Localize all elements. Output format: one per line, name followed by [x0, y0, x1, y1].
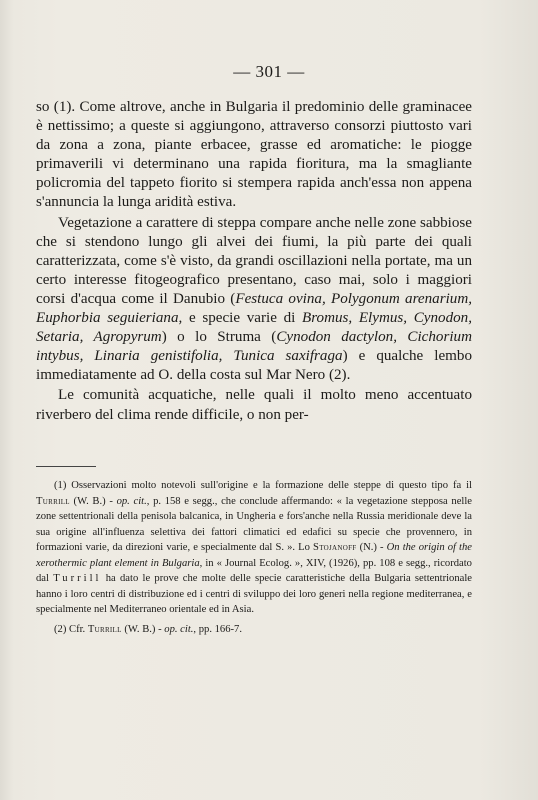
page-number: — 301 —	[233, 62, 305, 81]
paragraph-2	[36, 214, 472, 386]
footnote-1-text-1: (1) Osservazioni molto notevoli sull'origine e la formazione delle steppe di questo tipo fa il	[54, 480, 472, 491]
footnote-2-author: Turrill	[87, 623, 122, 635]
paragraph-3-text: Le comunità acquatiche, nelle quali il molto meno accentuato riverbero del clima rende difficile, o non per-	[36, 387, 472, 423]
species-danube-list: Festuca ovina, Polygonum arenarium, Euphorbia seguieriana,	[36, 290, 472, 327]
paragraph-2-text-2: e specie varie di	[182, 310, 302, 327]
footnote-1-text-5: in « Journal Ecolog. », XIV, (1926), pp. 108 e segg., ricordato dal	[36, 557, 472, 584]
footnote-1	[36, 478, 472, 618]
paragraph-3	[36, 386, 472, 424]
footnotes	[36, 478, 472, 637]
footnote-2-text-1: (2) Cfr.	[54, 623, 88, 635]
footnote-1-text-6: ha dato le prove che molte delle specie caratteristiche della Bulgaria settentrionale hanno i loro centri di distribuzione ed i centri di sviluppo dei loro generi nella regione mediterranea, e specialmente nel Mediterraneo orientale ed in Asia.	[36, 573, 472, 615]
footnote-1-article-title: On the origin of the xerothermic plant element in Bulgaria,	[36, 542, 472, 569]
paragraph-2-text-3: ) o lo Struma (	[161, 329, 277, 346]
footnote-1-text-3: , p. 158 e segg., che conclude affermando: « la vegetazione stepposa nelle zone settentrionali della penisola balcanica, in Ungheria e fors'anche nella Russia meridionale deve la sua origine all'influenza selettiva dei fattori climatici ed edafici su specie che provennero, in formazioni varie, da direzioni varie, e specialmente dal S. ». Lo	[36, 495, 472, 553]
footnote-2-text-2: (W. B.) -	[121, 623, 165, 635]
footnote-1-text-2: (W. B.) -	[69, 495, 117, 507]
species-struma-list: Cynodon dactylon, Cichorium intybus, Linaria genistifolia, Tunica saxifraga	[36, 329, 472, 365]
footnote-separator	[36, 466, 96, 467]
footnote-2-text-3: , pp. 166-7.	[193, 623, 242, 635]
paragraph-1-text: so (1). Come altrove, anche in Bulgaria il predominio delle graminacee è nettissimo; a queste si aggiungono, attraverso consorzi piuttosto vari da zona a zona, piante erbacee, grasse ed aromatiche: le piogge primaverili vi determinano una rapida fioritura, ma la smagliante policromia del tappeto fiorito si stempera rapida anch'essa non appena s'annuncia la lunga aridità estiva.	[36, 99, 472, 211]
paragraph-1	[36, 98, 472, 213]
author-turrill-spaced: Turrill	[53, 573, 102, 584]
paragraph-2-text-4: ) e qualche lembo immediatamente ad O. della costa sul Mar Nero (2).	[36, 348, 472, 384]
author-turrill: Turrill	[36, 495, 70, 507]
footnote-1-text-4: (N.) -	[356, 542, 387, 553]
footnote-2	[36, 622, 472, 638]
paragraph-2-text-1: Vegetazione a carattere di steppa compare anche nelle zone sabbiose che si stendono lungo gli alvei dei fiumi, la più parte dei quali caratterizzata, come s'è visto, da grandi oscillazioni nella portate, ma un certo interesse fitogeografico presentano, caso mai, solo i maggiori corsi d'acqua come il Danubio (	[36, 214, 472, 307]
main-text	[36, 98, 472, 425]
footnote-2-op-cit: op. cit.	[164, 623, 194, 635]
author-stojanoff: Stojanoff	[313, 542, 357, 553]
footnote-1-op-cit: op. cit.	[116, 495, 147, 507]
genera-danube-list: Bromus, Elymus, Cynodon, Setaria, Agropyrum	[36, 310, 472, 346]
